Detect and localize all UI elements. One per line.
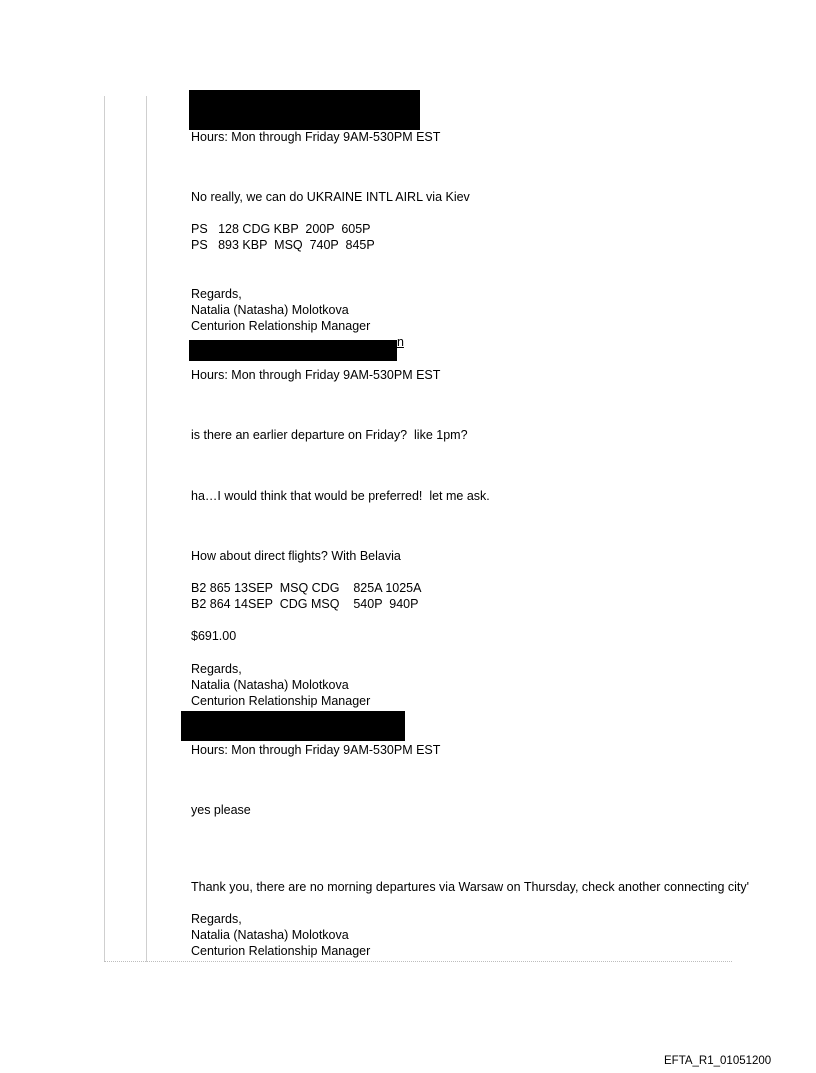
flight-line: PS 128 CDG KBP 200P 605P <box>191 222 371 236</box>
message-text: is there an earlier departure on Friday? like 1pm? <box>191 428 468 442</box>
table-border-inner <box>146 96 147 962</box>
redaction-block <box>189 90 420 130</box>
redaction-block <box>189 340 397 361</box>
message-text: How about direct flights? With Belavia <box>191 549 401 563</box>
signature-title: Centurion Relationship Manager <box>191 944 371 958</box>
signature-name: Natalia (Natasha) Molotkova <box>191 928 349 942</box>
hours-line: Hours: Mon through Friday 9AM-530PM EST <box>191 130 441 144</box>
price-text: $691.00 <box>191 629 237 643</box>
signature-regards: Regards, <box>191 287 242 301</box>
signature-name: Natalia (Natasha) Molotkova <box>191 678 349 692</box>
signature-regards: Regards, <box>191 912 242 926</box>
flight-line: B2 865 13SEP MSQ CDG 825A 1025A <box>191 581 422 595</box>
signature-title: Centurion Relationship Manager <box>191 319 371 333</box>
table-border-bottom <box>104 961 732 962</box>
flight-line: PS 893 KBP MSQ 740P 845P <box>191 238 375 252</box>
hours-line: Hours: Mon through Friday 9AM-530PM EST <box>191 743 441 757</box>
document-id: EFTA_R1_01051200 <box>664 1055 772 1067</box>
signature-title: Centurion Relationship Manager <box>191 694 371 708</box>
email-link-fragment: n <box>397 335 404 349</box>
message-text: ha…I would think that would be preferred! let me ask. <box>191 489 490 503</box>
message-text: No really, we can do UKRAINE INTL AIRL via Kiev <box>191 190 470 204</box>
signature-regards: Regards, <box>191 662 242 676</box>
message-text: yes please <box>191 803 251 817</box>
message-text: Thank you, there are no morning departures via Warsaw on Thursday, check another connecting city' <box>191 880 750 894</box>
table-border-left <box>104 96 105 962</box>
redaction-block <box>181 711 405 741</box>
flight-line: B2 864 14SEP CDG MSQ 540P 940P <box>191 597 419 611</box>
hours-line: Hours: Mon through Friday 9AM-530PM EST <box>191 368 441 382</box>
signature-name: Natalia (Natasha) Molotkova <box>191 303 349 317</box>
